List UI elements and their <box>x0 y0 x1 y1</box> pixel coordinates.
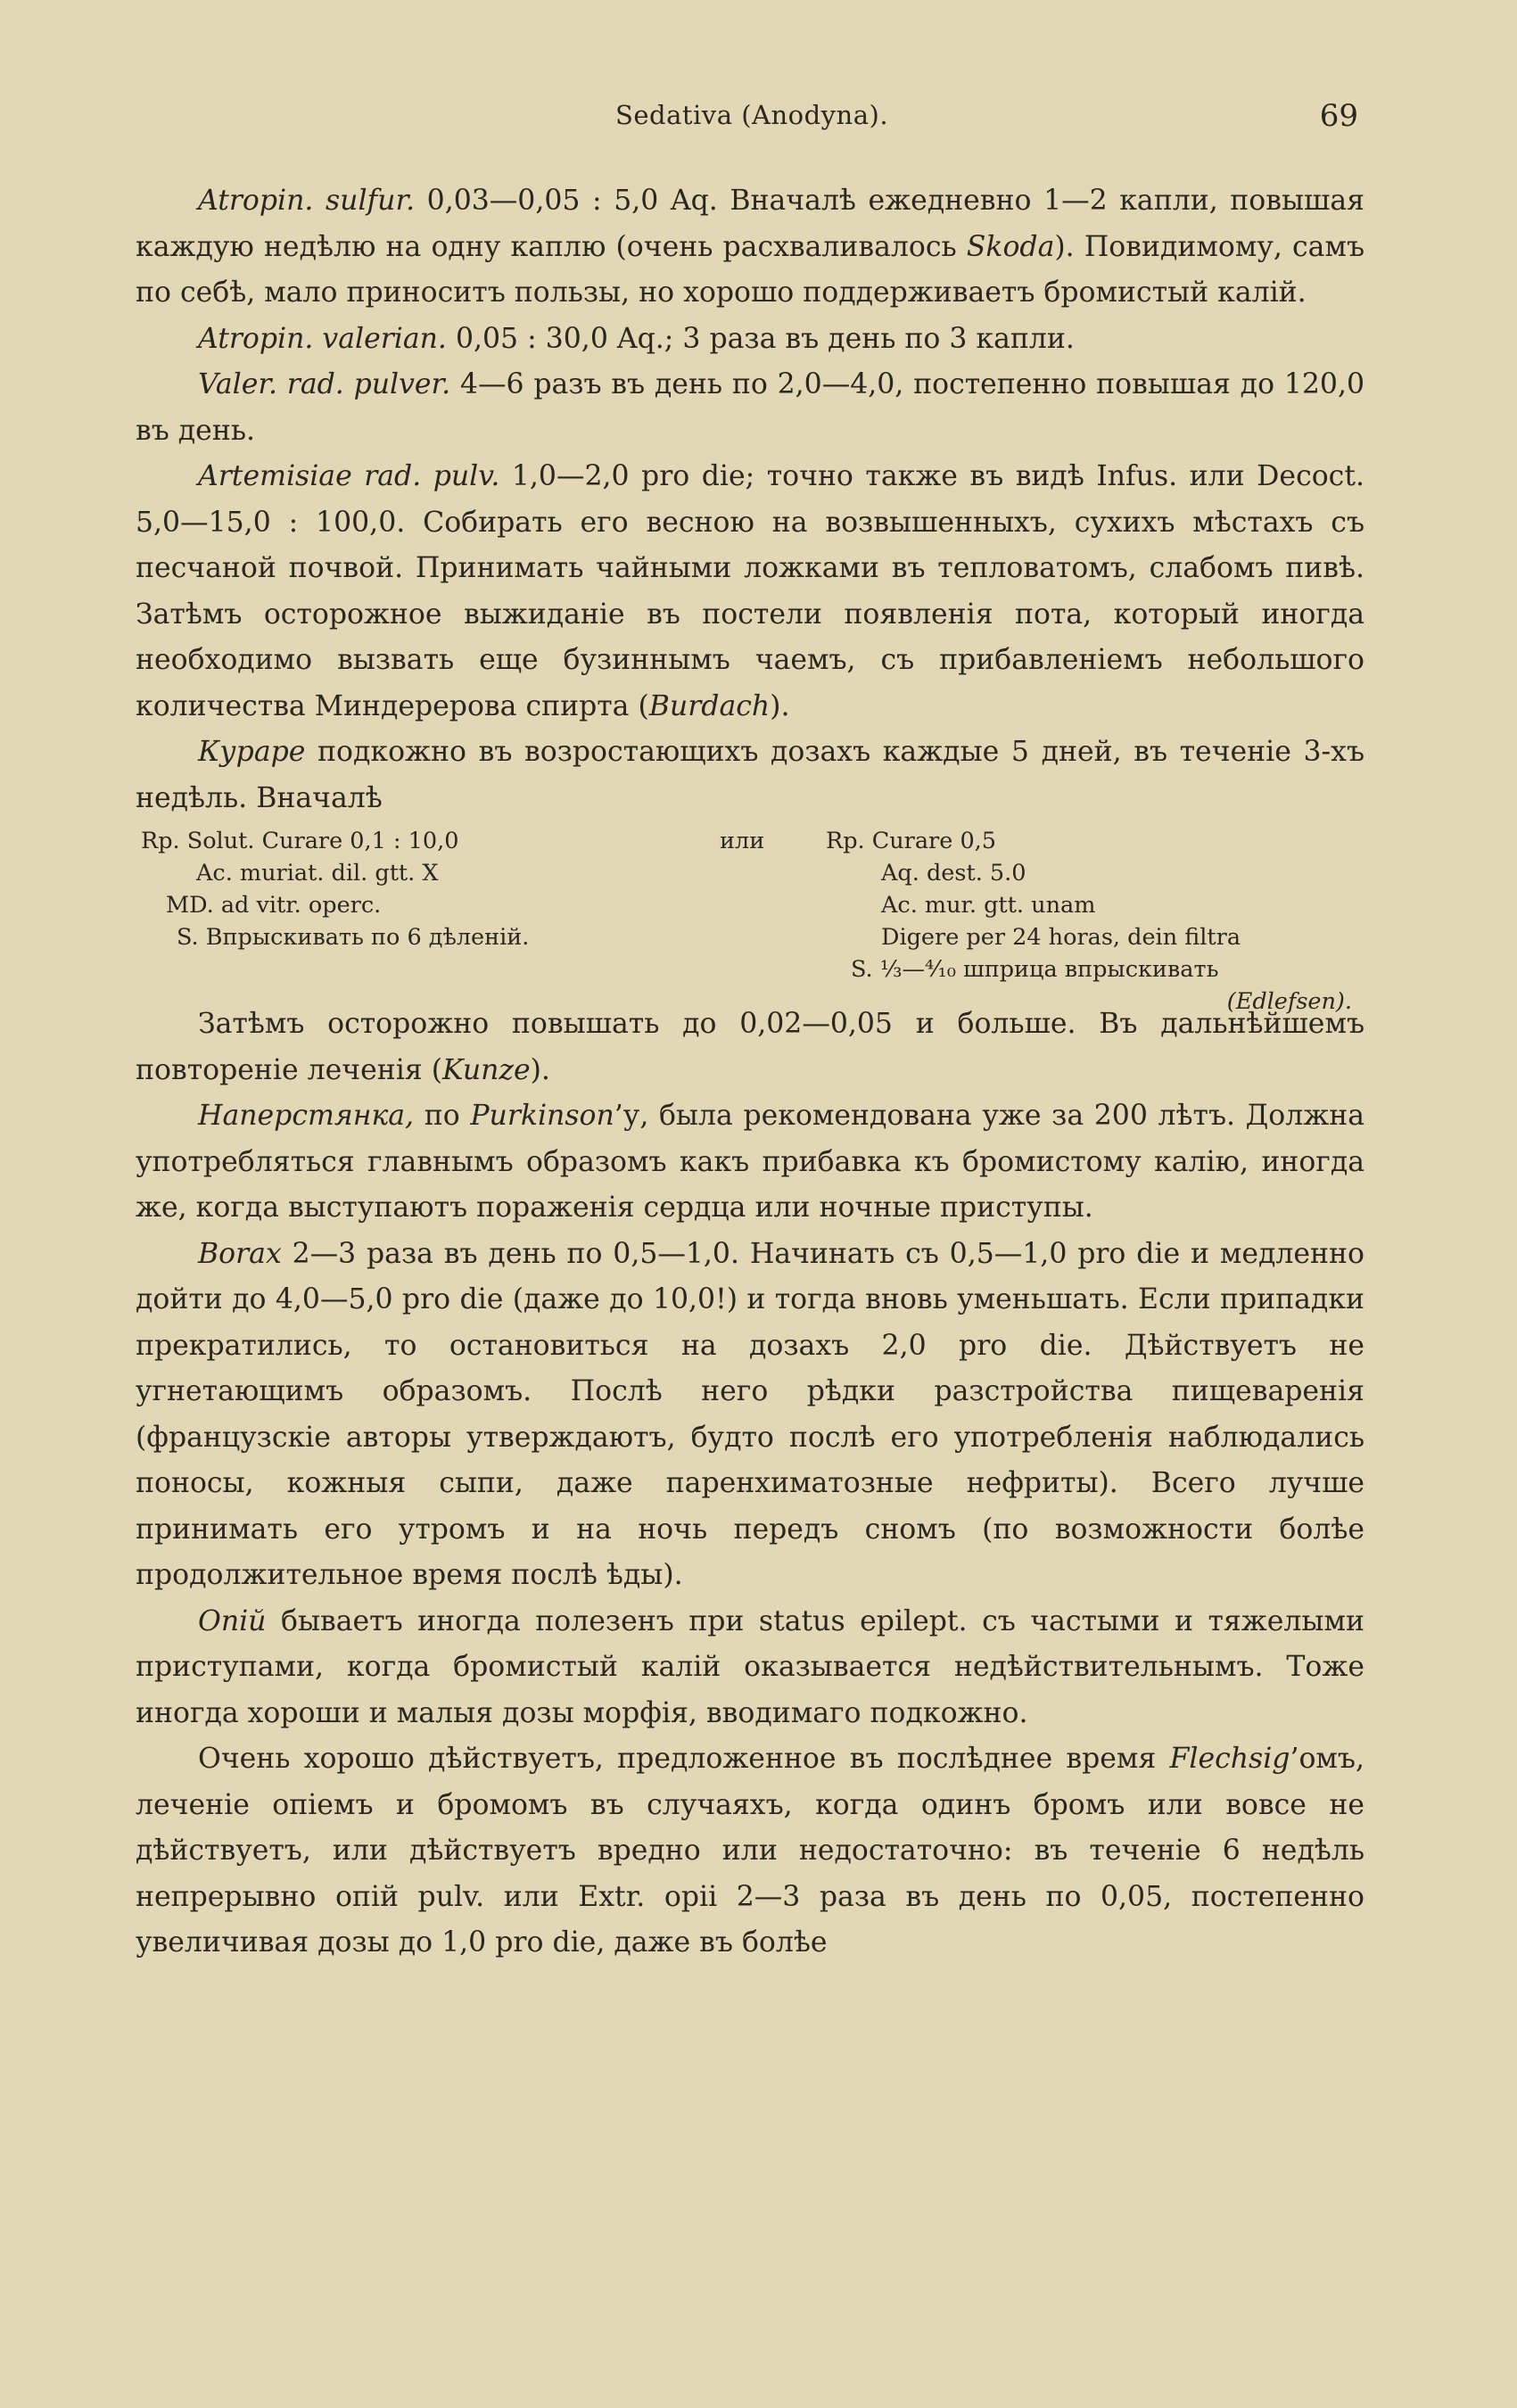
drug-name: Наперстянка, <box>198 1100 415 1132</box>
paragraph-continue: Затѣмъ осторожно повышать до 0,02—0,05 и больше. Въ дальнѣйшемъ повтореніе леченія (Kunze). <box>136 1008 1364 1086</box>
recipe-line: MD. ad vitr. operc. <box>166 892 382 919</box>
paragraph-artemisia: Artemisiae rad. pulv. 1,0—2,0 pro die; точно также въ видѣ Infus. или Decoct. 5,0—15,0 : 100,0. Собирать его весною на возвышенныхъ, сухихъ мѣстахъ съ песчаной почвой. Принимать чайными ложками въ тепловатомъ, слабомъ пивѣ. Затѣмъ осторожное выжиданіе въ постели появленія пота, который иногда необходимо вызвать еще бузиннымъ чаемъ, съ прибавленіемъ небольшого количества Миндерерова спирта (Burdach). <box>136 460 1364 722</box>
running-title: Sedativa (Anodyna). <box>615 100 889 130</box>
paragraph-curare: Кураре подкожно въ возростающихъ дозахъ каждые 5 дней, въ теченіе 3-хъ недѣль. Вначалѣ <box>136 736 1364 814</box>
recipe-line: Rp. Curare 0,5 <box>826 828 997 854</box>
author-name: Kunze <box>441 1053 531 1086</box>
paragraph-valerian: Valer. rad. pulver. 4—6 разъ въ день по 2,0—4,0, постепенно повышая до 120,0 въ день. <box>136 368 1365 447</box>
paragraph-borax: Borax 2—3 раза въ день по 0,5—1,0. Начинать съ 0,5—1,0 pro die и медленно дойти до 4,0—5,0 pro die (даже до 10,0!) и тогда вновь уменьшать. Если припадки прекратились, то остановиться на дозахъ 2,0 pro die. Дѣйствуетъ не угнетающимъ образомъ. Послѣ него рѣдки разстройства пищеваренія (французскіе авторы утверждаютъ, будто послѣ его употребленія наблюдались поносы, кожныя сыпи, даже паренхиматозные нефриты). Всего лучше принимать его утромъ и на ночь передъ сномъ (по возможности болѣе продолжительное время послѣ ѣды). <box>136 1237 1364 1591</box>
author-name: Flechsig <box>1169 1743 1290 1775</box>
recipe-block <box>136 825 1364 1015</box>
body-text <box>136 178 1364 1967</box>
recipe-line: Rp. Solut. Curare 0,1 : 10,0 <box>141 828 459 854</box>
drug-name: Atropin. valerian. <box>198 322 447 355</box>
recipe-or: или <box>720 828 765 854</box>
author-name: Skoda <box>966 230 1055 263</box>
paragraph-atropin-sulfur: Atropin. sulfur. 0,03—0,05 : 5,0 Aq. Вначалѣ ежедневно 1—2 капли, повышая каждую недѣлю на одну каплю (очень расхваливалось Skoda). Повидимому, самъ по себѣ, мало приноситъ пользы, но хорошо поддерживаетъ бромистый калій. <box>136 185 1364 309</box>
drug-name: Кураре <box>198 736 306 768</box>
recipe-line: Aq. dest. 5.0 <box>881 860 1026 887</box>
recipe-line: Ac. mur. gtt. unam <box>881 892 1096 919</box>
drug-name: Artemisiae rad. pulv. <box>198 460 500 492</box>
drug-name: Atropin. sulfur. <box>198 185 416 217</box>
author-name: Burdach <box>648 689 771 722</box>
paragraph-flechsig: Очень хорошо дѣйствуетъ, предложенное въ послѣднее время Flechsig’омъ, леченіе опіемъ и бромомъ въ случаяхъ, когда одинъ бромъ или вовсе не дѣйствуетъ, или дѣйствуетъ вредно или недостаточно: въ теченіе 6 недѣль непрерывно опій pulv. или Extr. opii 2—3 раза въ день по 0,05, постепенно увеличивая дозы до 1,0 pro die, даже въ болѣе <box>136 1743 1364 1959</box>
drug-name: Borax <box>198 1237 282 1270</box>
paragraph-atropin-valerian: Atropin. valerian. 0,05 : 30,0 Aq.; 3 раза въ день по 3 капли. <box>198 322 1075 355</box>
recipe-left <box>141 825 694 953</box>
page-header <box>0 100 1517 144</box>
paragraph-opium: Опій бываетъ иногда полезенъ при status epilept. съ частыми и тяжелыми приступами, когда бромистый калій оказывается недѣйствительнымъ. Тоже иногда хороши и малыя дозы морфія, вводимаго подкожно. <box>136 1604 1364 1729</box>
recipe-right <box>826 825 1370 1018</box>
recipe-line: Digere per 24 horas, dein filtra <box>881 924 1241 951</box>
recipe-line: S. Впрыскивать по 6 дѣленій. <box>177 924 530 951</box>
recipe-line: Ac. muriat. dil. gtt. X <box>196 860 439 887</box>
drug-name: Опій <box>198 1604 267 1637</box>
page-number: 69 <box>1319 98 1358 134</box>
recipe-author: (Edlefsen). <box>1226 988 1352 1015</box>
recipe-line: S. ⅓—⁴⁄₁₀ шприца впрыскивать <box>851 956 1219 983</box>
author-name: Purkinson <box>470 1100 614 1132</box>
paragraph-digitalis: Наперстянка, по Purkinson’у, была рекомендована уже за 200 лѣтъ. Должна употребляться главнымъ образомъ какъ прибавка къ бромистому калію, иногда же, когда выступаютъ пораженія сердца или ночные приступы. <box>136 1100 1364 1224</box>
drug-name: Valer. rad. pulver. <box>198 368 451 400</box>
